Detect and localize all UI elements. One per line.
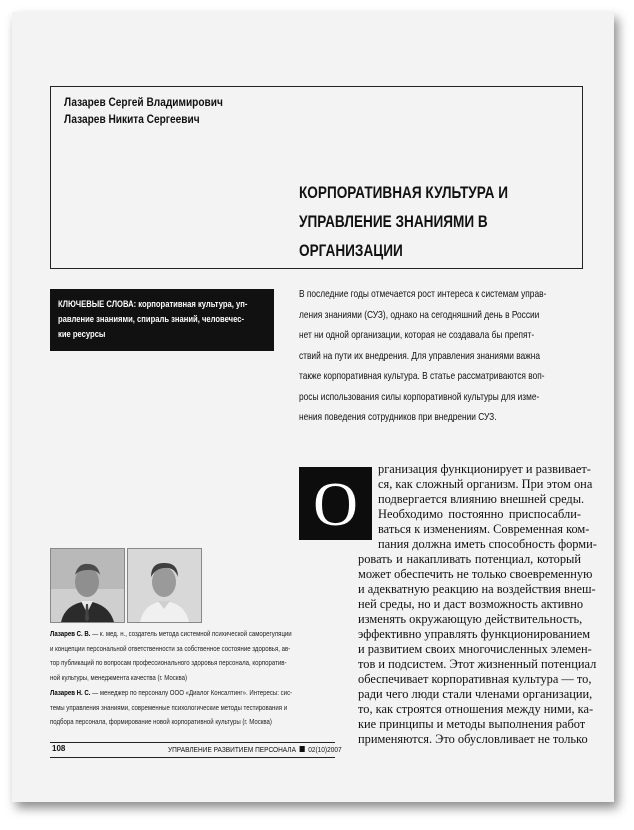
body-line: и развитием своих многочисленных элемен-	[358, 642, 592, 656]
keywords-box	[50, 289, 274, 351]
body-line: подвергается влиянию внешней среды.	[378, 492, 585, 506]
keywords-line: равление знаниями, спираль знаний, человечес-	[58, 314, 245, 324]
drop-cap-letter: О	[313, 471, 358, 539]
bio-line: темы управления знаниями, современные психологические методы тестирования и	[50, 702, 288, 712]
article-title	[299, 178, 539, 265]
body-line: ся, как сложный организм. При этом она	[378, 477, 593, 491]
body-line: то, как строятся отношения между ними, ка-	[358, 702, 594, 716]
abstract-line: ствий на пути их внедрения. Для управления знаниями важна	[299, 349, 541, 362]
bio-line: подбора персонала, формирование новой корпоративной культуры (г. Москва)	[50, 717, 272, 727]
abstract-line: нет ни одной организации, которая не создавала бы препят-	[299, 329, 535, 341]
footer-journal	[168, 745, 342, 754]
body-line: кие принципы и методы выполнения работ	[358, 717, 586, 731]
title-line: ОРГАНИЗАЦИИ	[299, 241, 403, 260]
abstract-line: также корпоративная культура. В статье рассматриваются воп-	[299, 370, 545, 382]
body-line: эффективно управлять функционированием	[358, 627, 591, 641]
keywords-text	[58, 297, 273, 342]
page-number: 108	[52, 744, 66, 753]
bio-line	[50, 686, 333, 701]
body-line: применяются. Это обусловливает не только	[358, 732, 588, 746]
bio-line	[50, 627, 333, 642]
abstract-line: ления знаниями (СУЗ), однако на сегодняшний день в России	[299, 308, 540, 321]
issue-number: 02(10)2007	[308, 745, 342, 754]
drop-cap	[299, 467, 372, 540]
abstract-line: В последние годы отмечается рост интереса к системам управ-	[299, 288, 547, 300]
bio-name-ns: Лазарев Н. С.	[50, 687, 91, 697]
body-line: ради чего люди стали членами организации,	[358, 687, 593, 701]
body-line: ней среды, но и даст возможность активно	[358, 597, 584, 611]
title-line: УПРАВЛЕНИЕ ЗНАНИЯМИ В	[299, 212, 488, 231]
body-line: ровать и накапливать потенциал, который	[358, 552, 581, 566]
abstract-line: нения поведения сотрудников при внедрении СУЗ.	[299, 411, 497, 423]
body-line: и адекватную реакцию на воздействия внеш-	[358, 582, 596, 596]
keywords-line: кие ресурсы	[58, 329, 106, 339]
bio-text: — к. мед. н., создатель метода системной психической саморегуляции	[90, 629, 292, 638]
article-abstract	[299, 284, 593, 428]
body-line: ваться к изменениям. Современная ком-	[378, 522, 590, 536]
bio-line: и концепции персональной ответственности за собственное состояние здоровья, ав-	[50, 643, 291, 653]
body-line: может обеспечить не только своевременную	[358, 567, 593, 581]
author-bios	[50, 627, 333, 730]
body-line: пания должна иметь способность форми-	[378, 537, 597, 551]
body-line: тов и подсистем. Этот жизненный потенциал	[358, 657, 597, 671]
square-separator-icon	[300, 746, 305, 752]
bio-name-sv: Лазарев С. В.	[50, 629, 91, 638]
body-line: рганизация функционирует и развивает-	[378, 462, 591, 476]
bio-text: — менеджер по персоналу ООО «Диалог Консалтинг». Интересы: сис-	[90, 687, 293, 697]
body-line: обеспечивает корпоративная культура — то,	[358, 672, 592, 686]
title-line: КОРПОРАТИВНАЯ КУЛЬТУРА И	[299, 183, 508, 202]
bio-line: тор публикаций по вопросам профессионального здоровья персонала, корпоратив-	[50, 658, 287, 668]
author-name-1: Лазарев Сергей Владимирович	[64, 97, 223, 109]
author-photo-ns	[127, 548, 202, 623]
body-line: Необходимо постоянно приспосабли-	[378, 507, 581, 521]
keywords-line: КЛЮЧЕВЫЕ СЛОВА: корпоративная культура, уп-	[58, 299, 248, 309]
journal-name: УПРАВЛЕНИЕ РАЗВИТИЕМ ПЕРСОНАЛА	[168, 745, 296, 754]
body-line: изменять окружающую действительность,	[358, 612, 583, 626]
abstract-line: росы использования силы корпоративной культуры для изме-	[299, 390, 540, 403]
author-name-2: Лазарев Никита Сергеевич	[64, 114, 200, 126]
bio-line: ной культуры, менеджмента качества (г. Москва)	[50, 673, 188, 683]
author-photo-sv	[50, 548, 125, 623]
